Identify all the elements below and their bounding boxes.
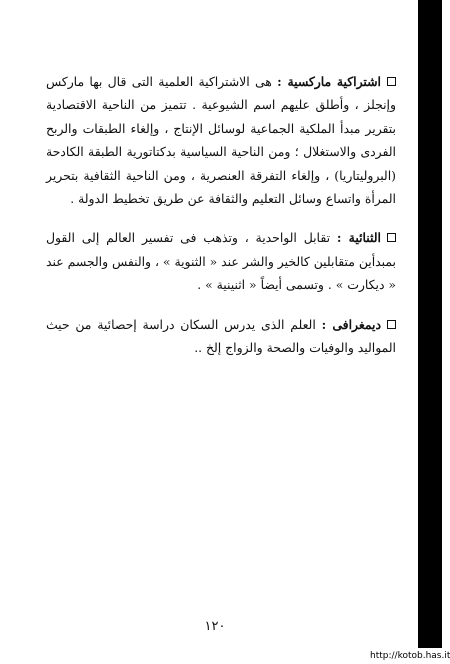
entry-term: اشتراكية ماركسية : bbox=[277, 74, 381, 89]
glossary-content bbox=[46, 70, 396, 375]
checkbox-square-icon bbox=[387, 320, 396, 329]
page-edge bbox=[418, 0, 442, 664]
glossary-entry bbox=[46, 313, 396, 360]
entry-term: ديمغرافى : bbox=[321, 316, 381, 332]
entry-definition: هى الاشتراكية العلمية التى قال بها ماركس وإنجلز ، وأطلق عليهم اسم الشيوعية . تتميز من الناحية الاقتصادية بتقرير مبدأ الملكية الجماعية لوسائل الإنتاج ، وإلغاء الطبقات والربح الفردى والاستغلال ؛ ومن الناحية السياسية بدكتاتورية الطبقة الكادحة (البروليتاريا) ، وإلغاء التفرقة العنصرية ، ومن الناحية الثقافية بتحرير المرأة واتساع وسائل التعليم والثقافة عن طريق تخطيط الدولة . bbox=[46, 74, 396, 207]
entry-definition: العلم الذى يدرس السكان دراسة إحصائية من حيث المواليد والوفيات والصحة والزواج إلخ .. bbox=[46, 316, 396, 356]
glossary-entry bbox=[46, 70, 396, 210]
checkbox-square-icon bbox=[387, 77, 396, 86]
checkbox-square-icon bbox=[387, 233, 396, 242]
entry-term: الثنائية : bbox=[336, 230, 381, 246]
glossary-entry bbox=[46, 226, 396, 296]
watermark-url: http://kotob.has.it bbox=[370, 648, 442, 664]
page-number: ١٢٠ bbox=[204, 619, 226, 634]
entry-definition: تقابل الواحدية ، وتذهب فى تفسير العالم إلى القول بمبدأين متقابلين كالخير والشر عند « الثنوية » ، والنفس والجسم عند « ديكارت » . وتسمى أيضاً « اثنينية » . bbox=[46, 230, 396, 293]
